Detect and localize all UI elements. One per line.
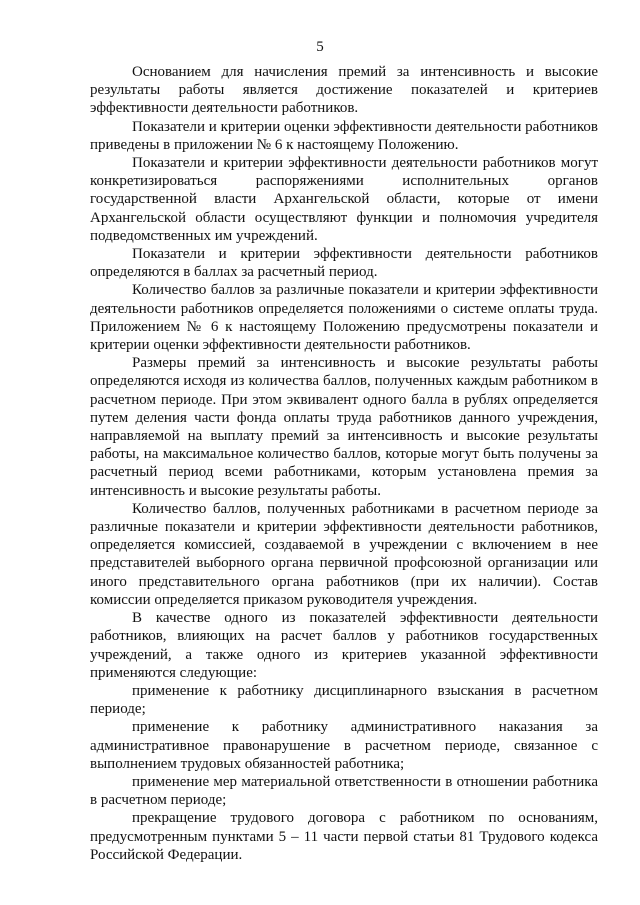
paragraph: Размеры премий за интенсивность и высокие результаты работы определяются исходя из количества баллов, полученных каждым работником в расчетном периоде. При этом эквивалент одного балла в рублях определяется путем деления части фонда оплаты труда работников данного учреждения, направляемой на выплату премий за интенсивность и высокие результаты работы, на максимальное количество баллов, которые могут быть получены за расчетный период всеми работниками, которым установлена премия за интенсивность и высокие результаты работы. [90, 355, 598, 499]
list-item: применение мер материальной ответственности в отношении работника в расчетном периоде; [90, 773, 598, 809]
page-number: 5 [316, 39, 324, 55]
paragraph: Показатели и критерии эффективности деятельности работников определяются в баллах за расчетный период. [90, 246, 598, 281]
paragraph: В качестве одного из показателей эффективности деятельности работников, влияющих на расчет баллов у работников государственных учреждений, а также одного из критериев указанной эффективности применяются следующие: [90, 610, 598, 681]
paragraph: Показатели и критерии эффективности деятельности работников могут конкретизироваться распоряжениями исполнительных органов государственной власти Архангельской области, которые от имени Архангельской области осуществляют функции и полномочия учредителя подведомственных им учреждений. [90, 155, 598, 244]
paragraph: Основанием для начисления премий за интенсивность и высокие результаты работы является достижение показателей и критериев эффективности деятельности работников. [90, 64, 598, 117]
paragraph: Количество баллов, полученных работниками в расчетном периоде за различные показатели и критерии эффективности деятельности работников, определяется комиссией, создаваемой в учреждении с включением в нее представителей выборного органа первичной профсоюзной организации или иного представительного органа работников (при их наличии). Состав комиссии определяется приказом руководителя учреждения. [90, 500, 598, 608]
list-item: применение к работнику административного наказания за административное правонарушение в расчетном периоде, связанное с выполнением трудовых обязанностей работника; [90, 719, 598, 772]
paragraph: Количество баллов за различные показатели и критерии эффективности деятельности работников определяется положениями о системе оплаты труда. Приложением № 6 к настоящему Положению предусмотрены показатели и критерии оценки эффективности деятельности работников. [90, 282, 598, 354]
paragraph: Показатели и критерии оценки эффективности деятельности работников приведены в приложении № 6 к настоящему Положению. [90, 118, 598, 153]
document-body [90, 63, 598, 864]
list-item: прекращение трудового договора с работником по основаниям, предусмотренным пунктами 5 – 11 части первой статьи 81 Трудового кодекса Российской Федерации. [90, 810, 598, 863]
list-item: применение к работнику дисциплинарного взыскания в расчетном периоде; [90, 682, 598, 718]
